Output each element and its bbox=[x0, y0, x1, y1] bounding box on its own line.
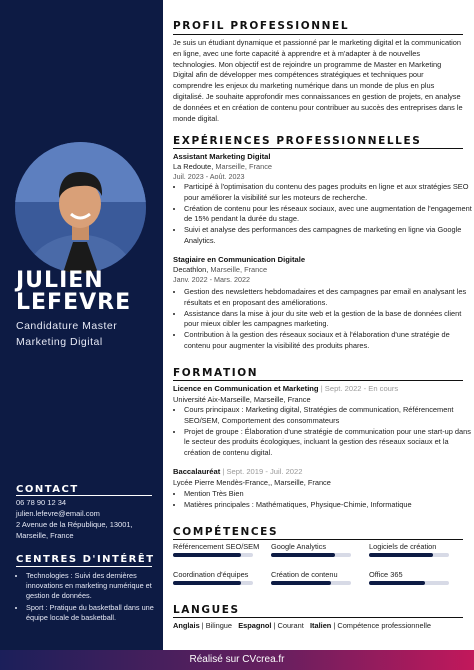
interest-item: • Technologies : Suivi des dernières innovations en marketing numérique et gestion de données. bbox=[26, 571, 164, 601]
job-bullet: • Création de contenu pour les réseaux sociaux, avec une augmentation de l'engagement de 15% pendant la durée du stage. bbox=[184, 204, 474, 226]
languages-divider bbox=[173, 617, 463, 618]
degree-bullet: • Projet de groupe : Élaboration d'une stratégie de communication pour une start-up dans le secteur des produits écologiques, incluant la gestion des réseaux sociaux et la création de contenu digital. bbox=[184, 427, 474, 459]
contact-title: CONTACT bbox=[16, 484, 79, 495]
skill-label: Création de contenu bbox=[271, 570, 338, 579]
interests-title: CENTRES D'INTÉRÊT bbox=[16, 554, 155, 565]
language-level: Bilingue bbox=[205, 621, 233, 630]
skill-label: Coordination d'équipes bbox=[173, 570, 249, 579]
profile-title: PROFIL PROFESSIONNEL bbox=[173, 20, 350, 32]
languages-line: Anglais | Bilingue Espagnol | Courant Italien | Compétence professionnelle bbox=[173, 621, 432, 630]
job-company bbox=[173, 265, 267, 274]
contact-divider bbox=[16, 495, 152, 496]
language-name: Espagnol bbox=[238, 621, 272, 630]
job-company bbox=[173, 162, 272, 171]
job-dates: Juil. 2023 - Août. 2023 bbox=[173, 172, 245, 181]
profile-text: Je suis un étudiant dynamique et passionné par le marketing digital et la communication en ligne, avec une forte capacité à apprendre et à m'adapter à de nouvelles technologies. Mon objectif est de rejoindre un programme de Master en Marketing Digital afin de développer mes compétences stratégiques et techniques pour comprendre les enjeux du marketing numérique dans un monde de plus en plus digitalisé. Je souhaite approfondir mes connaissances en gestion de projets, en analyse de données et en création de contenu pour contribuer au succès des entreprises dans le monde digital. bbox=[173, 38, 463, 123]
degree-name: Baccalauréat bbox=[173, 467, 221, 476]
degree-bullets bbox=[173, 405, 474, 459]
degree-dates: Sept. 2019 - Juil. 2022 bbox=[226, 467, 303, 476]
language-name: Italien bbox=[309, 621, 332, 630]
contact-address-line2: Marseille, France bbox=[16, 531, 74, 540]
skill-bar-fill bbox=[271, 553, 335, 557]
language-level: Courant bbox=[277, 621, 304, 630]
degree-line: Baccalauréat | Sept. 2019 - Juil. 2022 bbox=[173, 467, 303, 476]
contact-email[interactable]: julien.lefevre@email.com bbox=[16, 509, 100, 518]
job-bullets bbox=[173, 182, 474, 247]
skill-bar-fill bbox=[173, 581, 241, 585]
company-name: Decathlon, bbox=[173, 265, 209, 274]
experience-title: EXPÉRIENCES PROFESSIONNELLES bbox=[173, 135, 422, 147]
experience-divider bbox=[173, 148, 463, 149]
job-bullet: • Contribution à la gestion des réseaux sociaux et à l'élaboration d'une stratégie de contenu pour augmenter la visibilité des produits phares. bbox=[184, 330, 474, 352]
skill-label: Google Analytics bbox=[271, 542, 327, 551]
skills-title: COMPÉTENCES bbox=[173, 526, 279, 538]
languages-title: LANGUES bbox=[173, 604, 240, 616]
school-name: Lycée Pierre Mendès-France,, Marseille, France bbox=[173, 478, 331, 487]
education-title: FORMATION bbox=[173, 367, 259, 379]
contact-address-line1: 2 Avenue de la République, 13001, bbox=[16, 520, 133, 529]
job-title: Assistant Marketing Digital bbox=[173, 152, 271, 161]
job-bullets bbox=[173, 287, 474, 352]
language-name: Anglais bbox=[173, 621, 200, 630]
interests-list bbox=[16, 571, 164, 625]
job-bullet: • Gestion des newsletters hebdomadaires et des campagnes par email en analysant les résultats et en proposant des améliorations. bbox=[184, 287, 474, 309]
skill-label: Référencement SEO/SEM bbox=[173, 542, 260, 551]
skill-label: Logiciels de création bbox=[369, 542, 437, 551]
degree-name: Licence en Communication et Marketing bbox=[173, 384, 319, 393]
avatar-icon bbox=[15, 142, 146, 273]
job-bullet: • Assistance dans la mise à jour du site web et la gestion de la base de données client pour mieux cibler les campagnes marketing. bbox=[184, 309, 474, 331]
skill-bar-fill bbox=[173, 553, 241, 557]
job-bullet: • Participé à l'optimisation du contenu des pages produits en ligne et aux stratégies SEO pour améliorer la visibilité sur les moteurs de recherche. bbox=[184, 182, 474, 204]
degree-dates: Sept. 2022 - En cours bbox=[324, 384, 399, 393]
profile-photo bbox=[15, 142, 146, 273]
interests-divider bbox=[16, 566, 152, 567]
job-bullet: • Suivi et analyse des performances des campagnes de marketing en ligne via Google Analytics. bbox=[184, 225, 474, 247]
skill-label: Office 365 bbox=[369, 570, 403, 579]
skills-divider bbox=[173, 539, 463, 540]
skill-bar-fill bbox=[369, 581, 425, 585]
school-name: Université Aix-Marseille, Marseille, France bbox=[173, 395, 311, 404]
skill-bar-fill bbox=[369, 553, 433, 557]
job-dates: Janv. 2022 - Mars. 2022 bbox=[173, 275, 250, 284]
company-location: Marseille, France bbox=[213, 162, 273, 171]
job-title: Stagiaire en Communication Digitale bbox=[173, 255, 306, 264]
sidebar bbox=[0, 0, 163, 650]
last-name: LEFEVRE bbox=[16, 290, 132, 315]
company-name: La Redoute, bbox=[173, 162, 214, 171]
profile-divider bbox=[173, 34, 463, 35]
footer-credit[interactable]: Réalisé sur CVcrea.fr bbox=[0, 650, 474, 670]
first-name: JULIEN bbox=[16, 268, 104, 293]
company-location: Marseille, France bbox=[208, 265, 268, 274]
language-level: Compétence professionnelle bbox=[337, 621, 432, 630]
candidate-subtitle: Candidature Master Marketing Digital bbox=[16, 320, 118, 348]
contact-phone: 06 78 90 12 34 bbox=[16, 498, 67, 507]
degree-bullet: • Matières principales : Mathématiques, Physique-Chimie, Informatique bbox=[184, 500, 474, 511]
skill-bar-fill bbox=[271, 581, 331, 585]
degree-bullet: • Mention Très Bien bbox=[184, 489, 474, 500]
education-divider bbox=[173, 380, 463, 381]
degree-line: Licence en Communication et Marketing | Sept. 2022 - En cours bbox=[173, 384, 399, 393]
degree-bullets bbox=[173, 489, 474, 511]
interest-item: • Sport : Pratique du basketball dans une équipe locale de basketball. bbox=[26, 603, 164, 623]
degree-bullet: • Cours principaux : Marketing digital, Stratégies de communication, Référencement SEO/SEM, Comportement des consommateurs bbox=[184, 405, 474, 427]
